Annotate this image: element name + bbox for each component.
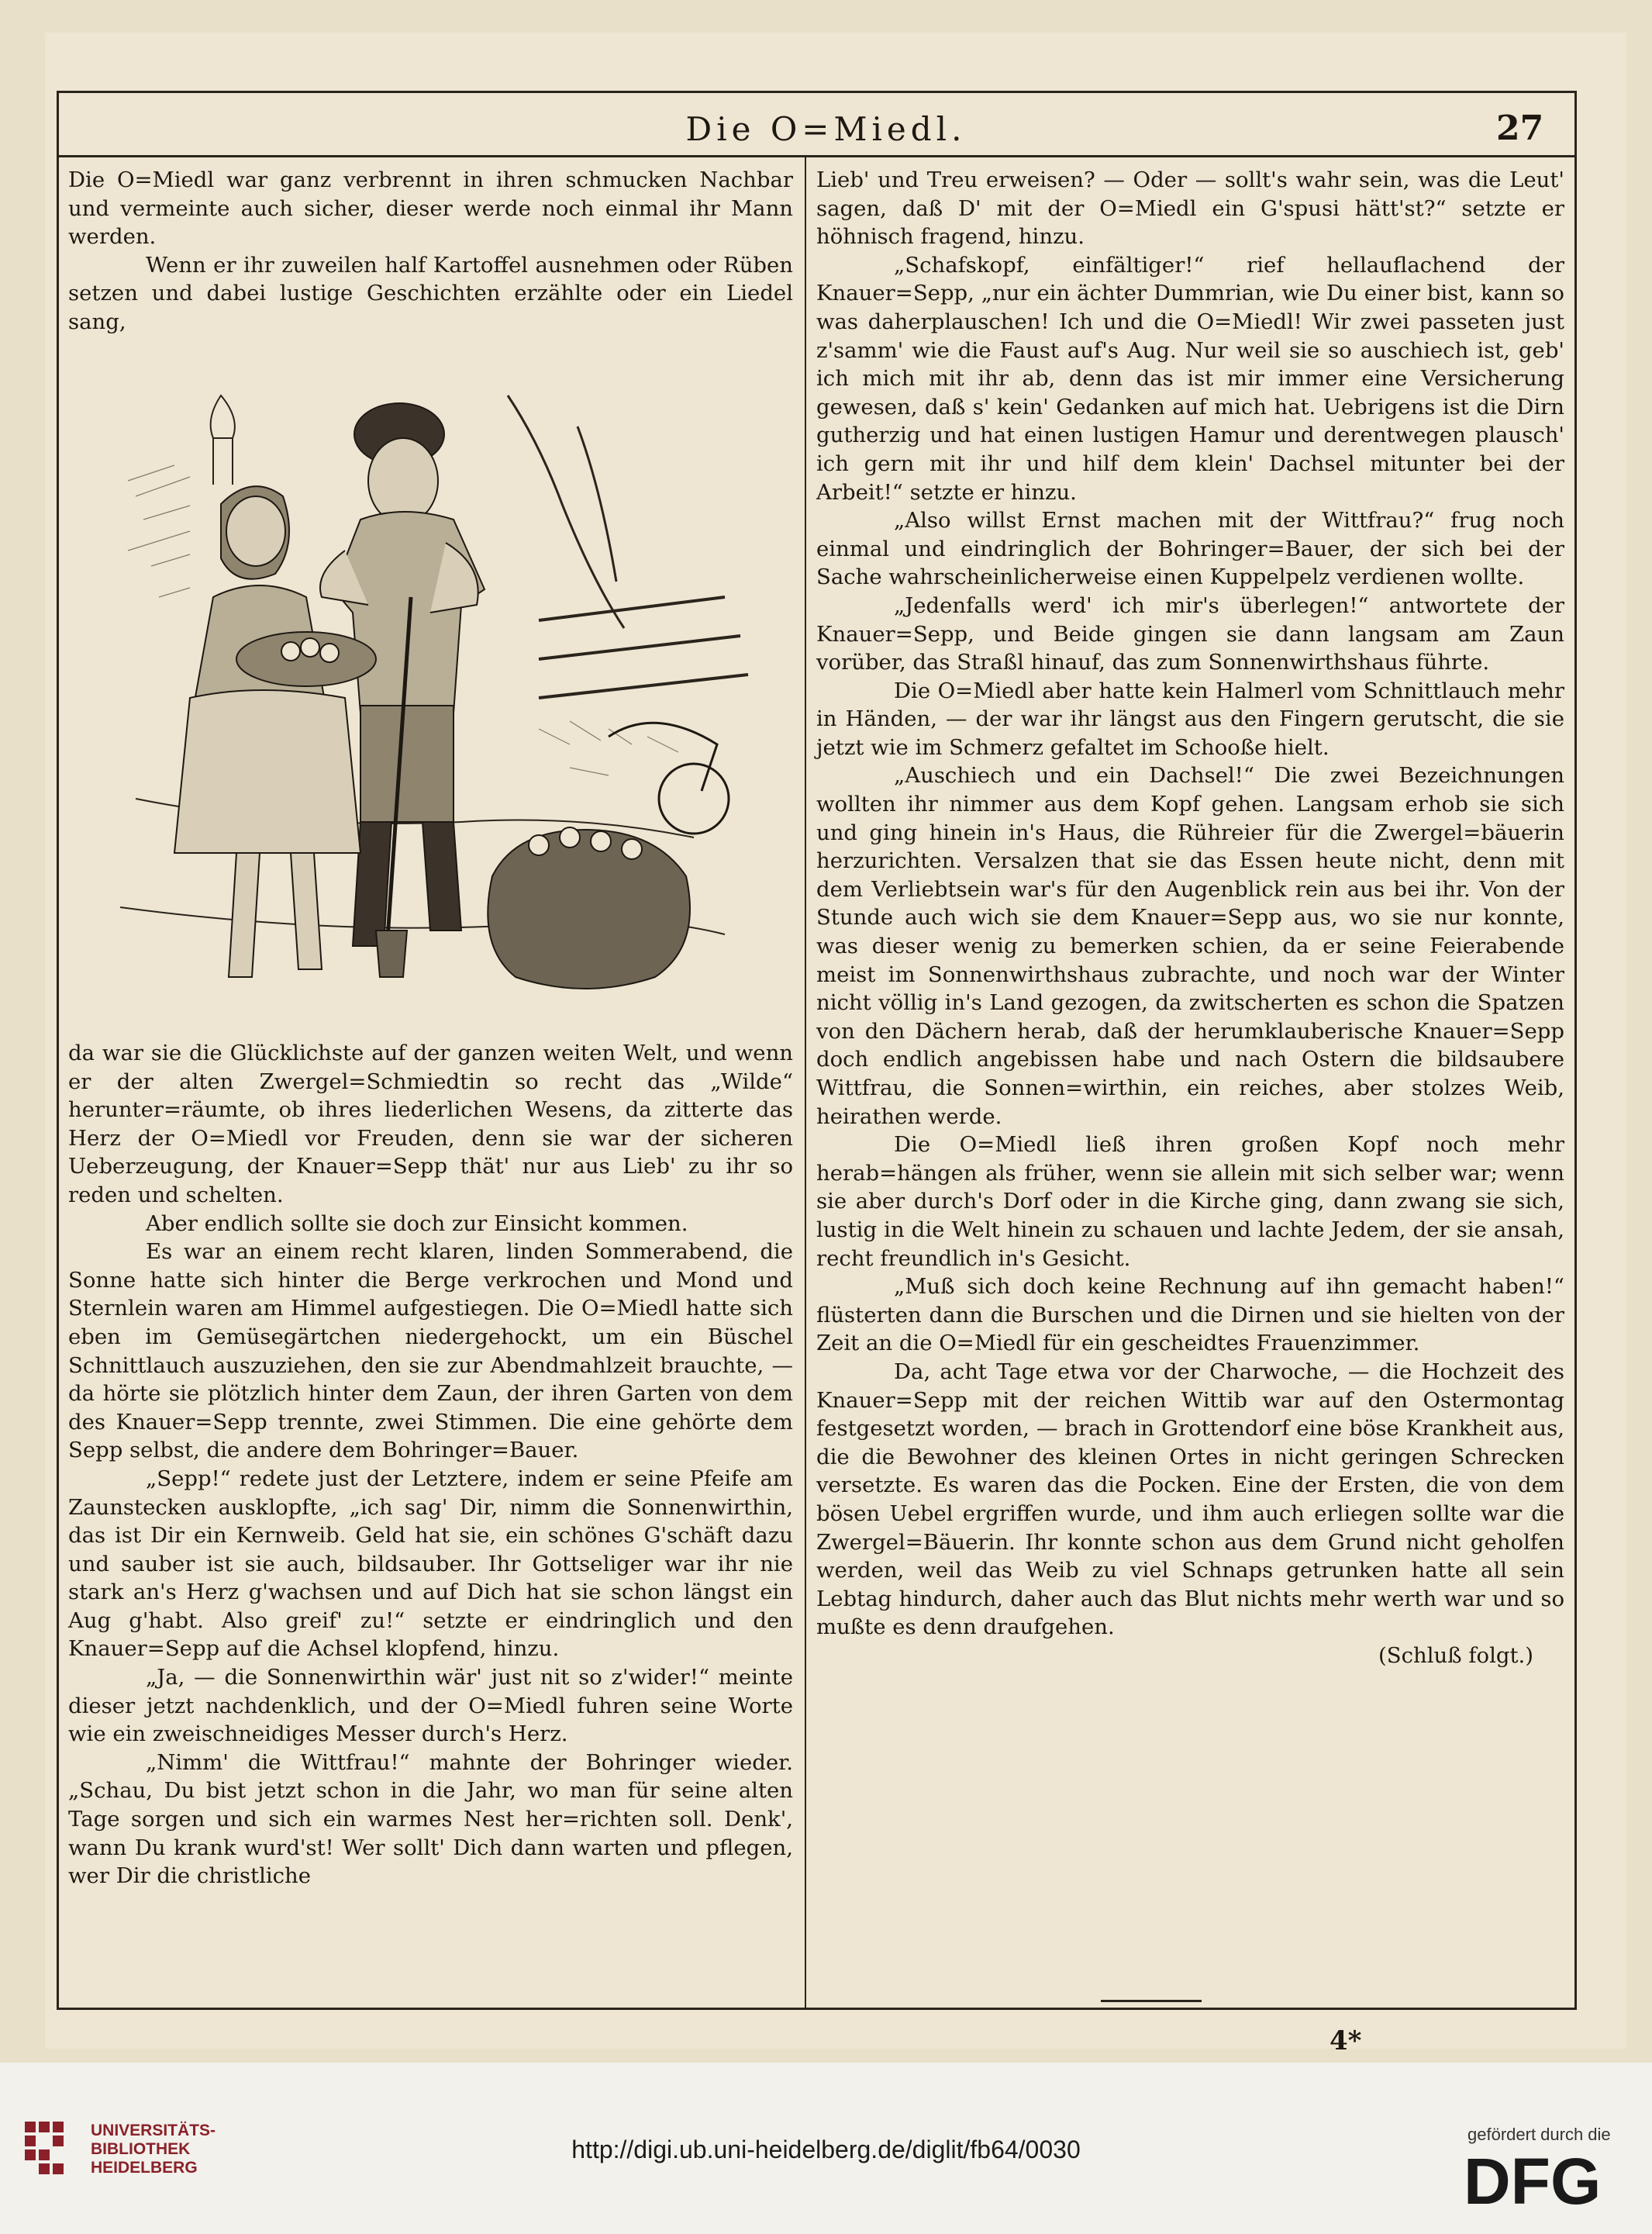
- wheelbarrow: [609, 723, 729, 834]
- header-rule: [57, 155, 1577, 157]
- paragraph: „Auschiech und ein Dachsel!“ Die zwei Bezeichnungen wollten ihr nimmer aus dem Kopf gehen. Langsam erhob sie sich und ging hinein in's Haus, die Rühreier für die Zwergel=bäuerin herzurichten. Versalzen that sie das Essen heute nicht, denn mit dem Verliebtsein war's für den Augenblick rein aus bei ihr. Von der Stunde auch wich sie dem Knauer=Sepp aus, wo sie nur konnte, was dieser wenig zu bemerken schien, da er seine Feierabende meist im Sonnenwirthshaus zubrachte, und noch war der Winter nicht völlig in's Land gezogen, da zwitscherten es schon die Spatzen von den Dächern herab, daß der herumklauberische Knauer=Sepp doch endlich angebissen habe und nach Ostern die bildsaubere Wittfrau, die Sonnen=wirthin, ein reiches, aber stolzes Weib, heirathen werde.: [816, 763, 1564, 1129]
- potato-sack: [488, 827, 690, 989]
- paragraph: Da, acht Tage etwa vor der Charwoche, — die Hochzeit des Knauer=Sepp mit der reichen Wittib war auf den Ostermontag festgesetzt worden, — brach in Grottendorf eine böse Krankheit aus, die die Bewohner des kleinen Ortes in nicht geringen Schrecken versetzte. Es waren das die Pocken. Eine der Ersten, die von dem bösen Uebel ergriffen wurde, und ihm auch erliegen sollte war die Zwergel=Bäuerin. Ihr konnte schon aus dem Grund nicht geholfen werden, weil das Weib zu viel Schnaps getrunken hatte all sein Lebtag hindurch, daher auch das Blut nichts mehr werth war und so mußte es denn draufgehen.: [816, 1359, 1564, 1640]
- left-column-top: [68, 166, 793, 337]
- dfg-logo-icon[interactable]: [1464, 2149, 1634, 2212]
- paragraph: Die O=Miedl war ganz verbrennt in ihren schmucken Nachbar und vermeinte auch sicher, dieser werde noch einmal ihr Mann werden.: [68, 167, 793, 250]
- paragraph: „Nimm' die Wittfrau!“ mahnte der Bohringer wieder. „Schau, Du bist jetzt schon in die Jahr, wo man für seine alten Tage sorgen und sich ein warmes Nest her=richten soll. Denk', wann Du krank wurd'st! Wer sollt' Dich dann warten und pflegen, wer Dir die christliche: [68, 1749, 793, 1889]
- paragraph: „Also willst Ernst machen mit der Wittfrau?“ frug noch einmal und eindringlich der Bohringer=Bauer, der sich bei der Sache wahrscheinlicherweise einen Kuppelpelz verdienen wollte.: [816, 508, 1564, 590]
- dfg-logo-text: DFG: [1464, 2149, 1602, 2212]
- sheet-signature: 4*: [1330, 2025, 1362, 2056]
- paragraph: da war sie die Glücklichste auf der ganzen weiten Welt, und wenn er der alten Zwergel=Schmiedtin so recht das „Wilde“ herunter=räumte, ob ihres liederlichen Wesens, da zitterte das Herz der O=Miedl vor Freuden, denn sie war der sicheren Ueberzeugung, der Knauer=Sepp thät' nur aus Lieb' zu ihr so reden und schelten.: [68, 1041, 793, 1207]
- paragraph: „Ja, — die Sonnenwirthin wär' just nit so z'wider!“ meinte dieser jetzt nachdenklich, und der O=Miedl fuhren seine Worte wie ein zweischneidiges Messer durch's Herz.: [68, 1665, 793, 1747]
- paragraph: Es war an einem recht klaren, linden Sommerabend, die Sonne hatte sich hinter die Berge verkrochen und Mond und Sternlein waren am Himmel aufgestiegen. Die O=Miedl hatte sich eben im Gemüsegärtchen niedergehockt, um ein Büschel Schnittlauch auszuziehen, den sie zur Abendmahlzeit brauchte, — da hörte sie plötzlich hinter dem Zaun, der ihren Garten von dem des Knauer=Sepp trennte, zwei Stimmen. Die eine gehörte dem Sepp selbst, die andere dem Bohringer=Bauer.: [68, 1239, 793, 1463]
- library-name-line: BIBLIOTHEK: [91, 2140, 191, 2158]
- paragraph: Lieb' und Treu erweisen? — Oder — sollt's wahr sein, was die Leut' sagen, daß D' mit der O=Miedl ein G'spusi hätt'st?“ setzte er höhnisch fragend, hinzu.: [816, 167, 1564, 250]
- library-name-line: HEIDELBERG: [91, 2159, 198, 2177]
- woodcut-illustration: [105, 364, 764, 1027]
- running-title: Die O=Miedl.: [685, 110, 967, 148]
- library-name-line: UNIVERSITÄTS-: [91, 2122, 216, 2139]
- digital-copy-link[interactable]: http://digi.ub.uni-heidelberg.de/diglit/fb64/0030: [571, 2136, 1081, 2163]
- end-rule: [1101, 2000, 1202, 2002]
- paragraph: „Muß sich doch keine Rechnung auf ihn gemacht haben!“ flüsterten dann die Burschen und die Dirnen und sie hielten von der Zeit an die O=Miedl für ein gescheidtes Frauenzimmer.: [816, 1274, 1564, 1356]
- paragraph: „Jedenfalls werd' ich mir's überlegen!“ antwortete der Knauer=Sepp, und Beide gingen sie dann langsam am Zaun vorüber, das Straßl hinauf, das zum Sonnenwirthshaus führte.: [816, 592, 1564, 675]
- paragraph: Wenn er ihr zuweilen half Kartoffel ausnehmen oder Rüben setzen und dabei lustige Geschichten erzählte oder ein Liedel sang,: [68, 252, 793, 334]
- paragraph: Die O=Miedl aber hatte kein Halmerl vom Schnittlauch mehr in Händen, — der war ihr längst aus den Fingern gerutscht, die sie jetzt wie im Schmerz gefaltet im Schooße hielt.: [816, 678, 1564, 760]
- paragraph: „Schafskopf, einfältiger!“ rief hellauflachend der Knauer=Sepp, „nur ein ächter Dummrian, wie Du einer bist, kann so was daherplauschen! Ich und die O=Miedl! Wir zwei passeten just z'samm' wie die Faust auf's Aug. Nur weil sie so auschiech ist, geb' ich mich mit ihr ab, denn das ist mir immer eine Versicherung gewesen, daß s' kein' Gedanken auf mich hat. Uebrigens ist die Dirn gutherzig und hat einen lustigen Hamur und derentwegen plausch' ich gern mit ihr und hilf dem klein' Dachsel mitunter bei der Arbeit!“ setzte er hinzu.: [816, 252, 1564, 505]
- church-dome-shape: [211, 395, 235, 438]
- column-divider: [805, 157, 806, 2010]
- funding-note: gefördert durch die: [1467, 2125, 1611, 2144]
- paragraph: „Sepp!“ redete just der Letztere, indem er seine Pfeife am Zaunstecken ausklopfte, „ich sag' Dir, nimm die Sonnenwirthin, das ist Dir ein Kernweib. Geld hat sie, ein schönes G'schäft dazu und sauber ist sie auch, bildsauber. Ihr Gottseliger war ihr nie stark an's Herz g'wachsen und auf Dich hat sie schon längst ein Aug g'habt. Also greif' zu!“ setzte er eindringlich und den Knauer=Sepp auf die Achsel klopfend, hinzu.: [68, 1466, 793, 1662]
- left-column-bottom: [68, 1039, 793, 1890]
- paragraph: Die O=Miedl ließ ihren großen Kopf noch mehr herab=hängen als früher, wenn sie allein mit sich selber war; wenn sie aber durch's Dorf oder in die Kirche ging, dann zwang sie sich, lustig in die Welt hinein zu schauen und lachte Jedem, der sie ansah, recht freundlich in's Gesicht.: [816, 1132, 1564, 1271]
- man-figure: [320, 403, 485, 977]
- paragraph: Aber endlich sollte sie doch zur Einsicht kommen.: [146, 1210, 688, 1236]
- page-number: 27: [1496, 109, 1544, 148]
- right-column: [816, 166, 1564, 1669]
- continuation-note: (Schluß folgt.): [1378, 1642, 1533, 1668]
